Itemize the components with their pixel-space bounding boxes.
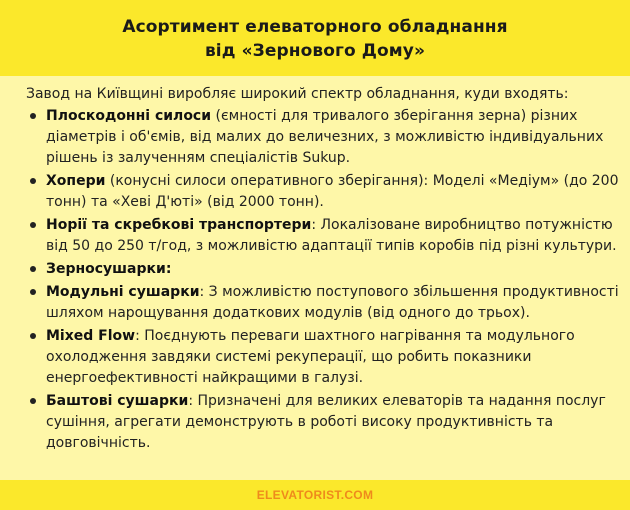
list-item-text: (ємності для тривалого зберігання зерна) різних діаметрів і об'ємів, від малих до величезних, з можливістю індивідуальних рішень із залученням спеціалістів Sukup.	[46, 108, 604, 166]
list-item-term: Хопери	[46, 173, 106, 189]
list-item-modular-dryers	[26, 282, 622, 324]
list-item-term: Модульні сушарки	[46, 284, 200, 300]
equipment-list	[26, 106, 622, 454]
page-title-line-1: Асортимент елеваторного обладнання	[122, 17, 508, 37]
list-item-text: : Призначені для великих елеваторів та надання послуг сушіння, агрегати демонструють в роботі високу продуктивність та довговічність.	[46, 393, 606, 451]
list-item-term: Зерносушарки:	[46, 261, 172, 277]
list-item-text: : З можливістю поступового збільшення продуктивності шляхом нарощування додаткових модулів (від одного до трьох).	[46, 284, 619, 321]
list-item-term: Плоскодонні силоси	[46, 108, 212, 124]
footer-banner	[0, 480, 630, 510]
list-item-hoppers	[26, 171, 622, 213]
list-item-mixed-flow	[26, 326, 622, 389]
list-item-tower-dryers	[26, 391, 622, 454]
list-item-grain-dryers	[26, 259, 622, 280]
brand-link[interactable]: ELEVATORIST.COM	[256, 488, 374, 502]
intro-paragraph: Завод на Київщині виробляє широкий спектр обладнання, куди входять:	[26, 86, 569, 102]
list-item-term: Норії та скребкові транспортери	[46, 217, 312, 233]
list-item-text: : Поєднують переваги шахтного нагрівання та модульного охолодження завдяки системі рекуперації, що робить показники енергоефективності найкращими в галузі.	[46, 328, 575, 386]
list-item-flat-bottom-silos	[26, 106, 622, 169]
list-item-term: Баштові сушарки	[46, 393, 189, 409]
article-body	[26, 84, 622, 456]
list-item-text: : Локалізоване виробництво потужністю від 50 до 250 т/год, з можливістю адаптації типів коробів під різні культури.	[46, 217, 617, 254]
list-item-term: Mixed Flow	[46, 328, 136, 344]
list-item-elevators-conveyors	[26, 215, 622, 257]
page-title-line-2: від «Зернового Дому»	[204, 41, 426, 61]
title-banner	[0, 0, 630, 76]
list-item-text: (конусні силоси оперативного зберігання): Моделі «Медіум» (до 200 тонн) та «Хеві Д'юті» (від 2000 тонн).	[46, 173, 619, 210]
